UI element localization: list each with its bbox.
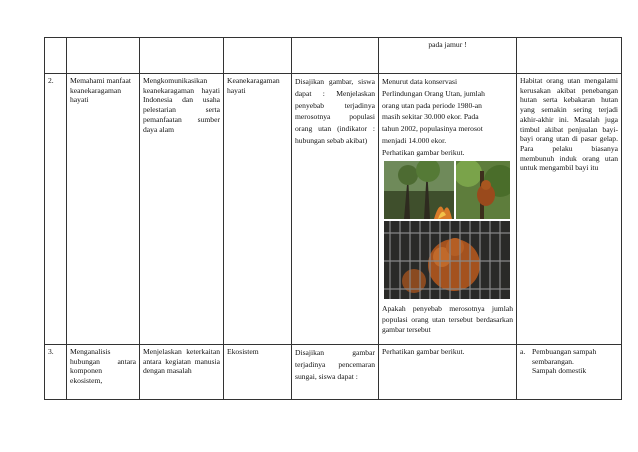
cell-kompetensi-dasar (67, 74, 140, 345)
cell-materi (224, 345, 292, 400)
answer-list (520, 347, 618, 376)
cell-number (45, 74, 67, 345)
cell-kunci-jawaban (517, 345, 622, 400)
cell-indikator (140, 345, 224, 400)
indikator-soal-text: Disajikan gambar, siswa dapat : Menjelaskan penyebab terjadinya merosotnya populasi orang utan (indikator : hubungan sebab akibat) (295, 77, 375, 145)
stimulus-tail-text: pada jamur ! (428, 40, 467, 49)
row-number: 3. (48, 347, 54, 356)
forest-fire-photo (384, 161, 454, 219)
cell-empty (67, 38, 140, 74)
indikator-soal-text: Disajikan gambar terjadinya pencemaran sungai, siswa dapat : (295, 348, 375, 381)
kd-text: Memahami manfaat keanekaragaman hayati (70, 76, 131, 105)
cell-kompetensi-dasar (67, 345, 140, 400)
kd-text: Menganalisis hubungan antara komponen ekosistem, (70, 347, 136, 386)
cell-indikator-soal (292, 345, 379, 400)
cell-indikator (140, 74, 224, 345)
cell-kunci-jawaban (517, 74, 622, 345)
cell-stimulus-continuation (379, 38, 517, 74)
materi-text: Ekosistem (227, 347, 259, 356)
list-item-text: Pembuangan sampah sembarangan. (532, 347, 597, 366)
answer-text: Habitat orang utan mengalami kerusakan akibat penebangan hutan serta kebakaran hutan yang semakin sering terjadi akhir-akhir ini. Masalah juga timbul akibat penjualan bayi-bayi orang utan di pasar gelap. Para pelaku biasanya membunuh induk orang utan untuk mengambil bayi itu (520, 76, 618, 173)
indikator-text: Mengkomunikasikan keanekaragaman hayati Indonesia dan usaha pelestarian serta pemanfaatan sumber daya alam (143, 76, 220, 134)
cell-materi (224, 74, 292, 345)
orangutan-photo-collage (382, 161, 510, 301)
cell-number (45, 345, 67, 400)
cell-empty (292, 38, 379, 74)
row-number: 2. (48, 76, 54, 85)
cell-stimulus (379, 345, 517, 400)
indikator-text: Menjelaskan keterkaitan antara kegiatan manusia dengan masalah (143, 347, 220, 376)
stimulus-line: masih sekitar 30.000 ekor. Pada (382, 112, 479, 122)
list-marker (520, 366, 532, 376)
table-row (45, 38, 622, 74)
caged-orangutan-photo (384, 221, 510, 299)
cell-empty (517, 38, 622, 74)
table-row (45, 345, 622, 400)
table-row (45, 74, 622, 345)
cell-empty (224, 38, 292, 74)
cell-indikator-soal (292, 74, 379, 345)
stimulus-line: Perhatikan gambar berikut. (382, 147, 465, 157)
question-text: Apakah penyebab merosotnya jumlah populasi orang utan tersebut berdasarkan gambar tersebut (382, 304, 513, 334)
stimulus-line: menjadi 14.000 ekor. (382, 135, 447, 145)
stimulus-line: orang utan pada periode 1980-an (382, 100, 482, 110)
cell-empty (45, 38, 67, 74)
list-item (520, 347, 618, 366)
stimulus-text: Perhatikan gambar berikut. (382, 347, 465, 356)
stimulus-line: Menurut data konservasi (382, 77, 458, 86)
assessment-grid-table (44, 37, 622, 400)
cell-stimulus (379, 74, 517, 345)
stimulus-line: tahun 2002, populasinya merosot (382, 124, 483, 134)
list-item (520, 366, 618, 376)
materi-text: Keanekaragaman hayati (227, 76, 280, 95)
list-item-text: Sampah domestik (532, 366, 587, 376)
stimulus-line: Perlindungan Orang Utan, jumlah (382, 88, 485, 98)
cell-empty (140, 38, 224, 74)
orangutan-tree-photo (456, 161, 510, 219)
list-marker: a. (520, 347, 526, 356)
